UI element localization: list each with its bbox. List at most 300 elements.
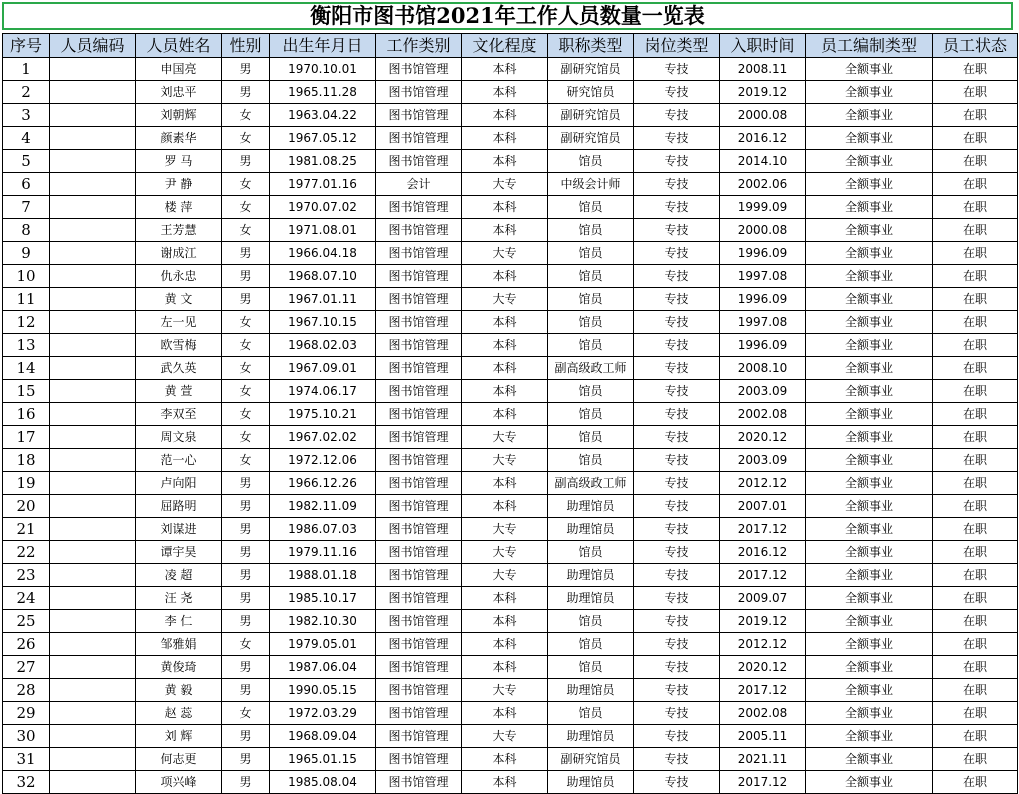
cell-staff-code[interactable] <box>50 702 136 725</box>
cell-work-category[interactable]: 图书馆管理 <box>376 633 462 656</box>
cell-gender[interactable]: 男 <box>222 81 270 104</box>
column-header-seq[interactable]: 序号 <box>3 34 50 58</box>
cell-seq[interactable]: 21 <box>3 518 50 541</box>
cell-birth-date[interactable]: 1988.01.18 <box>270 564 376 587</box>
column-header-hire-date[interactable]: 入职时间 <box>720 34 806 58</box>
cell-education[interactable]: 本科 <box>462 748 548 771</box>
cell-seq[interactable]: 14 <box>3 357 50 380</box>
cell-staffing-type[interactable]: 全额事业 <box>806 771 933 794</box>
cell-gender[interactable]: 女 <box>222 334 270 357</box>
cell-title-type[interactable]: 副研究馆员 <box>548 127 634 150</box>
cell-title-type[interactable]: 助理馆员 <box>548 564 634 587</box>
cell-gender[interactable]: 男 <box>222 288 270 311</box>
cell-education[interactable]: 本科 <box>462 58 548 81</box>
cell-work-category[interactable]: 图书馆管理 <box>376 81 462 104</box>
cell-staff-code[interactable] <box>50 104 136 127</box>
cell-hire-date[interactable]: 2017.12 <box>720 679 806 702</box>
cell-seq[interactable]: 18 <box>3 449 50 472</box>
cell-staffing-type[interactable]: 全额事业 <box>806 495 933 518</box>
cell-staff-name[interactable]: 欧雪梅 <box>136 334 222 357</box>
column-header-staff-code[interactable]: 人员编码 <box>50 34 136 58</box>
cell-hire-date[interactable]: 2017.12 <box>720 771 806 794</box>
cell-education[interactable]: 本科 <box>462 127 548 150</box>
cell-staff-status[interactable]: 在职 <box>933 173 1018 196</box>
cell-hire-date[interactable]: 2020.12 <box>720 656 806 679</box>
cell-hire-date[interactable]: 2002.08 <box>720 702 806 725</box>
column-header-post-type[interactable]: 岗位类型 <box>634 34 720 58</box>
cell-staff-name[interactable]: 刘忠平 <box>136 81 222 104</box>
cell-birth-date[interactable]: 1979.11.16 <box>270 541 376 564</box>
cell-staff-name[interactable]: 邹雅娟 <box>136 633 222 656</box>
cell-staff-status[interactable]: 在职 <box>933 518 1018 541</box>
cell-work-category[interactable]: 图书馆管理 <box>376 587 462 610</box>
cell-staffing-type[interactable]: 全额事业 <box>806 564 933 587</box>
cell-gender[interactable]: 女 <box>222 173 270 196</box>
cell-hire-date[interactable]: 2009.07 <box>720 587 806 610</box>
cell-staffing-type[interactable]: 全额事业 <box>806 173 933 196</box>
cell-title-type[interactable]: 副研究馆员 <box>548 104 634 127</box>
cell-staff-status[interactable]: 在职 <box>933 541 1018 564</box>
cell-staffing-type[interactable]: 全额事业 <box>806 357 933 380</box>
cell-staff-name[interactable]: 凌 超 <box>136 564 222 587</box>
cell-title-type[interactable]: 馆员 <box>548 403 634 426</box>
cell-work-category[interactable]: 图书馆管理 <box>376 771 462 794</box>
cell-staffing-type[interactable]: 全额事业 <box>806 403 933 426</box>
cell-staffing-type[interactable]: 全额事业 <box>806 150 933 173</box>
cell-gender[interactable]: 男 <box>222 748 270 771</box>
cell-staff-status[interactable]: 在职 <box>933 311 1018 334</box>
cell-birth-date[interactable]: 1985.08.04 <box>270 771 376 794</box>
cell-staff-name[interactable]: 李 仁 <box>136 610 222 633</box>
cell-staff-code[interactable] <box>50 771 136 794</box>
cell-title-type[interactable]: 馆员 <box>548 610 634 633</box>
cell-staff-name[interactable]: 黄 萱 <box>136 380 222 403</box>
cell-seq[interactable]: 32 <box>3 771 50 794</box>
cell-hire-date[interactable]: 2008.11 <box>720 58 806 81</box>
cell-staff-name[interactable]: 项兴峰 <box>136 771 222 794</box>
cell-birth-date[interactable]: 1965.01.15 <box>270 748 376 771</box>
cell-education[interactable]: 本科 <box>462 357 548 380</box>
cell-staff-code[interactable] <box>50 495 136 518</box>
cell-birth-date[interactable]: 1968.07.10 <box>270 265 376 288</box>
cell-birth-date[interactable]: 1982.11.09 <box>270 495 376 518</box>
cell-education[interactable]: 大专 <box>462 288 548 311</box>
cell-staff-name[interactable]: 范一心 <box>136 449 222 472</box>
cell-work-category[interactable]: 图书馆管理 <box>376 702 462 725</box>
cell-post-type[interactable]: 专技 <box>634 564 720 587</box>
column-header-staffing-type[interactable]: 员工编制类型 <box>806 34 933 58</box>
cell-title-type[interactable]: 助理馆员 <box>548 725 634 748</box>
cell-title-type[interactable]: 馆员 <box>548 242 634 265</box>
cell-hire-date[interactable]: 2016.12 <box>720 127 806 150</box>
cell-birth-date[interactable]: 1985.10.17 <box>270 587 376 610</box>
cell-birth-date[interactable]: 1990.05.15 <box>270 679 376 702</box>
cell-work-category[interactable]: 图书馆管理 <box>376 518 462 541</box>
cell-staff-status[interactable]: 在职 <box>933 633 1018 656</box>
cell-staff-status[interactable]: 在职 <box>933 334 1018 357</box>
cell-title-type[interactable]: 馆员 <box>548 656 634 679</box>
cell-seq[interactable]: 13 <box>3 334 50 357</box>
cell-title-type[interactable]: 馆员 <box>548 449 634 472</box>
cell-work-category[interactable]: 图书馆管理 <box>376 242 462 265</box>
cell-staff-status[interactable]: 在职 <box>933 288 1018 311</box>
cell-birth-date[interactable]: 1979.05.01 <box>270 633 376 656</box>
cell-staff-name[interactable]: 左一见 <box>136 311 222 334</box>
cell-staff-status[interactable]: 在职 <box>933 610 1018 633</box>
cell-gender[interactable]: 男 <box>222 725 270 748</box>
cell-title-type[interactable]: 馆员 <box>548 426 634 449</box>
cell-gender[interactable]: 男 <box>222 587 270 610</box>
cell-hire-date[interactable]: 2019.12 <box>720 610 806 633</box>
cell-seq[interactable]: 10 <box>3 265 50 288</box>
cell-birth-date[interactable]: 1967.10.15 <box>270 311 376 334</box>
cell-hire-date[interactable]: 2007.01 <box>720 495 806 518</box>
cell-education[interactable]: 本科 <box>462 771 548 794</box>
cell-work-category[interactable]: 图书馆管理 <box>376 150 462 173</box>
cell-staff-name[interactable]: 武久英 <box>136 357 222 380</box>
cell-title-type[interactable]: 馆员 <box>548 219 634 242</box>
cell-gender[interactable]: 女 <box>222 104 270 127</box>
cell-education[interactable]: 大专 <box>462 242 548 265</box>
cell-gender[interactable]: 女 <box>222 702 270 725</box>
cell-post-type[interactable]: 专技 <box>634 426 720 449</box>
cell-post-type[interactable]: 专技 <box>634 748 720 771</box>
cell-staff-status[interactable]: 在职 <box>933 380 1018 403</box>
cell-gender[interactable]: 男 <box>222 610 270 633</box>
cell-staff-status[interactable]: 在职 <box>933 771 1018 794</box>
cell-work-category[interactable]: 图书馆管理 <box>376 357 462 380</box>
cell-seq[interactable]: 2 <box>3 81 50 104</box>
cell-staffing-type[interactable]: 全额事业 <box>806 311 933 334</box>
cell-seq[interactable]: 25 <box>3 610 50 633</box>
cell-birth-date[interactable]: 1972.12.06 <box>270 449 376 472</box>
cell-birth-date[interactable]: 1963.04.22 <box>270 104 376 127</box>
cell-education[interactable]: 本科 <box>462 81 548 104</box>
cell-seq[interactable]: 7 <box>3 196 50 219</box>
cell-staff-status[interactable]: 在职 <box>933 472 1018 495</box>
cell-post-type[interactable]: 专技 <box>634 196 720 219</box>
cell-staff-status[interactable]: 在职 <box>933 587 1018 610</box>
column-header-title-type[interactable]: 职称类型 <box>548 34 634 58</box>
cell-staff-code[interactable] <box>50 219 136 242</box>
cell-post-type[interactable]: 专技 <box>634 656 720 679</box>
cell-work-category[interactable]: 图书馆管理 <box>376 725 462 748</box>
cell-staffing-type[interactable]: 全额事业 <box>806 472 933 495</box>
cell-birth-date[interactable]: 1970.07.02 <box>270 196 376 219</box>
cell-staffing-type[interactable]: 全额事业 <box>806 127 933 150</box>
cell-work-category[interactable]: 图书馆管理 <box>376 564 462 587</box>
cell-birth-date[interactable]: 1975.10.21 <box>270 403 376 426</box>
cell-education[interactable]: 大专 <box>462 541 548 564</box>
cell-title-type[interactable]: 馆员 <box>548 288 634 311</box>
cell-hire-date[interactable]: 2019.12 <box>720 81 806 104</box>
cell-seq[interactable]: 12 <box>3 311 50 334</box>
cell-education[interactable]: 大专 <box>462 564 548 587</box>
cell-staff-code[interactable] <box>50 127 136 150</box>
cell-staffing-type[interactable]: 全额事业 <box>806 679 933 702</box>
cell-birth-date[interactable]: 1977.01.16 <box>270 173 376 196</box>
cell-seq[interactable]: 22 <box>3 541 50 564</box>
cell-staff-name[interactable]: 谢成江 <box>136 242 222 265</box>
cell-work-category[interactable]: 图书馆管理 <box>376 679 462 702</box>
cell-education[interactable]: 本科 <box>462 610 548 633</box>
cell-staff-code[interactable] <box>50 725 136 748</box>
cell-title-type[interactable]: 副高级政工师 <box>548 472 634 495</box>
cell-staff-code[interactable] <box>50 150 136 173</box>
cell-gender[interactable]: 男 <box>222 150 270 173</box>
cell-post-type[interactable]: 专技 <box>634 541 720 564</box>
cell-title-type[interactable]: 馆员 <box>548 265 634 288</box>
cell-education[interactable]: 大专 <box>462 725 548 748</box>
cell-hire-date[interactable]: 1997.08 <box>720 311 806 334</box>
cell-post-type[interactable]: 专技 <box>634 173 720 196</box>
cell-post-type[interactable]: 专技 <box>634 610 720 633</box>
cell-birth-date[interactable]: 1967.01.11 <box>270 288 376 311</box>
cell-staff-name[interactable]: 刘 辉 <box>136 725 222 748</box>
cell-seq[interactable]: 8 <box>3 219 50 242</box>
cell-birth-date[interactable]: 1987.06.04 <box>270 656 376 679</box>
cell-birth-date[interactable]: 1971.08.01 <box>270 219 376 242</box>
cell-staff-code[interactable] <box>50 265 136 288</box>
cell-staff-name[interactable]: 卢向阳 <box>136 472 222 495</box>
cell-post-type[interactable]: 专技 <box>634 311 720 334</box>
cell-staff-name[interactable]: 黄俊琦 <box>136 656 222 679</box>
cell-education[interactable]: 大专 <box>462 518 548 541</box>
cell-gender[interactable]: 男 <box>222 58 270 81</box>
cell-birth-date[interactable]: 1968.09.04 <box>270 725 376 748</box>
cell-staff-name[interactable]: 汪 尧 <box>136 587 222 610</box>
cell-post-type[interactable]: 专技 <box>634 58 720 81</box>
cell-hire-date[interactable]: 1996.09 <box>720 242 806 265</box>
cell-gender[interactable]: 女 <box>222 311 270 334</box>
cell-staffing-type[interactable]: 全额事业 <box>806 288 933 311</box>
cell-hire-date[interactable]: 1996.09 <box>720 288 806 311</box>
cell-post-type[interactable]: 专技 <box>634 771 720 794</box>
cell-education[interactable]: 本科 <box>462 104 548 127</box>
cell-staff-status[interactable]: 在职 <box>933 242 1018 265</box>
cell-work-category[interactable]: 图书馆管理 <box>376 656 462 679</box>
cell-hire-date[interactable]: 2014.10 <box>720 150 806 173</box>
cell-staffing-type[interactable]: 全额事业 <box>806 334 933 357</box>
cell-staff-status[interactable]: 在职 <box>933 702 1018 725</box>
cell-hire-date[interactable]: 1999.09 <box>720 196 806 219</box>
cell-staff-code[interactable] <box>50 334 136 357</box>
cell-staffing-type[interactable]: 全额事业 <box>806 449 933 472</box>
cell-birth-date[interactable]: 1986.07.03 <box>270 518 376 541</box>
cell-work-category[interactable]: 图书馆管理 <box>376 541 462 564</box>
cell-staffing-type[interactable]: 全额事业 <box>806 587 933 610</box>
cell-gender[interactable]: 男 <box>222 242 270 265</box>
cell-hire-date[interactable]: 2008.10 <box>720 357 806 380</box>
cell-hire-date[interactable]: 2000.08 <box>720 104 806 127</box>
cell-education[interactable]: 本科 <box>462 495 548 518</box>
cell-work-category[interactable]: 图书馆管理 <box>376 219 462 242</box>
cell-post-type[interactable]: 专技 <box>634 518 720 541</box>
cell-post-type[interactable]: 专技 <box>634 334 720 357</box>
cell-staffing-type[interactable]: 全额事业 <box>806 380 933 403</box>
cell-birth-date[interactable]: 1972.03.29 <box>270 702 376 725</box>
cell-post-type[interactable]: 专技 <box>634 81 720 104</box>
cell-seq[interactable]: 26 <box>3 633 50 656</box>
cell-education[interactable]: 本科 <box>462 196 548 219</box>
cell-seq[interactable]: 24 <box>3 587 50 610</box>
cell-staff-status[interactable]: 在职 <box>933 150 1018 173</box>
cell-post-type[interactable]: 专技 <box>634 403 720 426</box>
cell-staff-name[interactable]: 颜素华 <box>136 127 222 150</box>
cell-staff-name[interactable]: 周文泉 <box>136 426 222 449</box>
cell-hire-date[interactable]: 2000.08 <box>720 219 806 242</box>
cell-title-type[interactable]: 馆员 <box>548 311 634 334</box>
cell-education[interactable]: 本科 <box>462 472 548 495</box>
cell-hire-date[interactable]: 2002.08 <box>720 403 806 426</box>
cell-staffing-type[interactable]: 全额事业 <box>806 541 933 564</box>
cell-seq[interactable]: 17 <box>3 426 50 449</box>
cell-education[interactable]: 大专 <box>462 173 548 196</box>
cell-post-type[interactable]: 专技 <box>634 150 720 173</box>
cell-work-category[interactable]: 图书馆管理 <box>376 311 462 334</box>
cell-gender[interactable]: 女 <box>222 127 270 150</box>
cell-staffing-type[interactable]: 全额事业 <box>806 518 933 541</box>
cell-staff-name[interactable]: 仇永忠 <box>136 265 222 288</box>
cell-staff-code[interactable] <box>50 449 136 472</box>
cell-work-category[interactable]: 图书馆管理 <box>376 334 462 357</box>
cell-education[interactable]: 本科 <box>462 702 548 725</box>
cell-seq[interactable]: 15 <box>3 380 50 403</box>
cell-work-category[interactable]: 图书馆管理 <box>376 127 462 150</box>
cell-staff-code[interactable] <box>50 564 136 587</box>
cell-hire-date[interactable]: 1996.09 <box>720 334 806 357</box>
cell-seq[interactable]: 28 <box>3 679 50 702</box>
cell-gender[interactable]: 男 <box>222 472 270 495</box>
cell-work-category[interactable]: 会计 <box>376 173 462 196</box>
cell-staff-name[interactable]: 黄 文 <box>136 288 222 311</box>
cell-work-category[interactable]: 图书馆管理 <box>376 449 462 472</box>
cell-birth-date[interactable]: 1982.10.30 <box>270 610 376 633</box>
cell-title-type[interactable]: 助理馆员 <box>548 679 634 702</box>
cell-staff-code[interactable] <box>50 357 136 380</box>
cell-education[interactable]: 本科 <box>462 265 548 288</box>
cell-staff-status[interactable]: 在职 <box>933 495 1018 518</box>
cell-education[interactable]: 本科 <box>462 656 548 679</box>
cell-staff-name[interactable]: 李双至 <box>136 403 222 426</box>
cell-staffing-type[interactable]: 全额事业 <box>806 104 933 127</box>
cell-birth-date[interactable]: 1974.06.17 <box>270 380 376 403</box>
cell-post-type[interactable]: 专技 <box>634 449 720 472</box>
cell-education[interactable]: 本科 <box>462 311 548 334</box>
column-header-staff-name[interactable]: 人员姓名 <box>136 34 222 58</box>
column-header-gender[interactable]: 性别 <box>222 34 270 58</box>
cell-staff-code[interactable] <box>50 380 136 403</box>
cell-gender[interactable]: 女 <box>222 426 270 449</box>
cell-title-type[interactable]: 副高级政工师 <box>548 357 634 380</box>
cell-work-category[interactable]: 图书馆管理 <box>376 403 462 426</box>
cell-title-type[interactable]: 助理馆员 <box>548 518 634 541</box>
cell-staffing-type[interactable]: 全额事业 <box>806 610 933 633</box>
cell-title-type[interactable]: 中级会计师 <box>548 173 634 196</box>
cell-post-type[interactable]: 专技 <box>634 357 720 380</box>
cell-seq[interactable]: 11 <box>3 288 50 311</box>
cell-staff-status[interactable]: 在职 <box>933 58 1018 81</box>
cell-staff-name[interactable]: 何志更 <box>136 748 222 771</box>
cell-title-type[interactable]: 馆员 <box>548 380 634 403</box>
cell-staff-status[interactable]: 在职 <box>933 104 1018 127</box>
cell-staff-code[interactable] <box>50 173 136 196</box>
cell-staffing-type[interactable]: 全额事业 <box>806 426 933 449</box>
cell-staff-name[interactable]: 刘朝辉 <box>136 104 222 127</box>
cell-staffing-type[interactable]: 全额事业 <box>806 196 933 219</box>
cell-hire-date[interactable]: 2021.11 <box>720 748 806 771</box>
cell-hire-date[interactable]: 2016.12 <box>720 541 806 564</box>
cell-seq[interactable]: 9 <box>3 242 50 265</box>
cell-staff-code[interactable] <box>50 403 136 426</box>
cell-education[interactable]: 本科 <box>462 587 548 610</box>
cell-title-type[interactable]: 副研究馆员 <box>548 748 634 771</box>
cell-post-type[interactable]: 专技 <box>634 127 720 150</box>
cell-staff-code[interactable] <box>50 81 136 104</box>
cell-title-type[interactable]: 副研究馆员 <box>548 58 634 81</box>
cell-hire-date[interactable]: 2003.09 <box>720 380 806 403</box>
cell-title-type[interactable]: 馆员 <box>548 334 634 357</box>
cell-staff-status[interactable]: 在职 <box>933 656 1018 679</box>
cell-staffing-type[interactable]: 全额事业 <box>806 702 933 725</box>
cell-birth-date[interactable]: 1967.05.12 <box>270 127 376 150</box>
cell-work-category[interactable]: 图书馆管理 <box>376 58 462 81</box>
cell-hire-date[interactable]: 2002.06 <box>720 173 806 196</box>
cell-post-type[interactable]: 专技 <box>634 725 720 748</box>
cell-hire-date[interactable]: 2012.12 <box>720 633 806 656</box>
cell-seq[interactable]: 20 <box>3 495 50 518</box>
cell-staff-code[interactable] <box>50 679 136 702</box>
cell-staff-code[interactable] <box>50 242 136 265</box>
cell-staff-status[interactable]: 在职 <box>933 81 1018 104</box>
cell-post-type[interactable]: 专技 <box>634 633 720 656</box>
cell-seq[interactable]: 30 <box>3 725 50 748</box>
cell-staff-name[interactable]: 黄 毅 <box>136 679 222 702</box>
cell-work-category[interactable]: 图书馆管理 <box>376 472 462 495</box>
cell-staff-code[interactable] <box>50 311 136 334</box>
cell-work-category[interactable]: 图书馆管理 <box>376 610 462 633</box>
cell-hire-date[interactable]: 2017.12 <box>720 518 806 541</box>
cell-gender[interactable]: 男 <box>222 771 270 794</box>
cell-post-type[interactable]: 专技 <box>634 495 720 518</box>
cell-post-type[interactable]: 专技 <box>634 288 720 311</box>
cell-post-type[interactable]: 专技 <box>634 702 720 725</box>
cell-work-category[interactable]: 图书馆管理 <box>376 426 462 449</box>
cell-hire-date[interactable]: 1997.08 <box>720 265 806 288</box>
cell-gender[interactable]: 男 <box>222 518 270 541</box>
cell-staff-code[interactable] <box>50 196 136 219</box>
cell-staff-name[interactable]: 罗 马 <box>136 150 222 173</box>
cell-staff-status[interactable]: 在职 <box>933 127 1018 150</box>
cell-staff-status[interactable]: 在职 <box>933 265 1018 288</box>
cell-post-type[interactable]: 专技 <box>634 587 720 610</box>
cell-staffing-type[interactable]: 全额事业 <box>806 242 933 265</box>
cell-gender[interactable]: 女 <box>222 380 270 403</box>
cell-staffing-type[interactable]: 全额事业 <box>806 219 933 242</box>
column-header-staff-status[interactable]: 员工状态 <box>933 34 1018 58</box>
cell-education[interactable]: 本科 <box>462 334 548 357</box>
cell-title-type[interactable]: 馆员 <box>548 541 634 564</box>
cell-work-category[interactable]: 图书馆管理 <box>376 104 462 127</box>
cell-seq[interactable]: 29 <box>3 702 50 725</box>
cell-hire-date[interactable]: 2003.09 <box>720 449 806 472</box>
cell-staffing-type[interactable]: 全额事业 <box>806 58 933 81</box>
cell-title-type[interactable]: 研究馆员 <box>548 81 634 104</box>
cell-staff-code[interactable] <box>50 288 136 311</box>
cell-seq[interactable]: 19 <box>3 472 50 495</box>
cell-staff-name[interactable]: 屈路明 <box>136 495 222 518</box>
cell-title-type[interactable]: 馆员 <box>548 196 634 219</box>
